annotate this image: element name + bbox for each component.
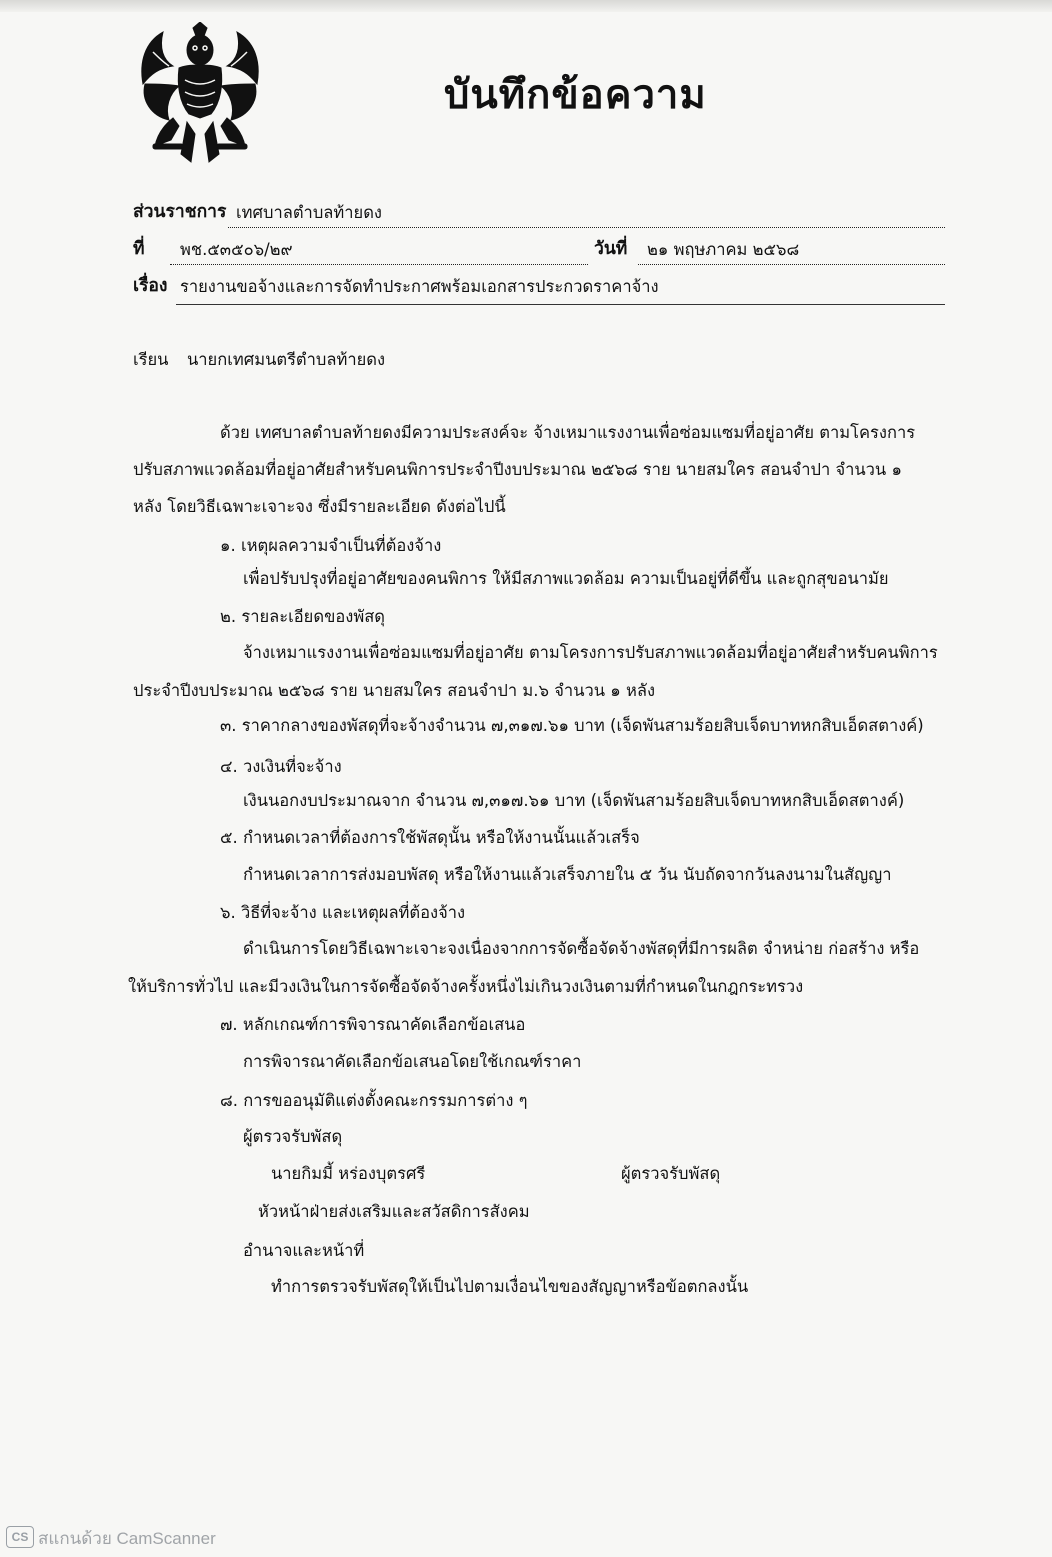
- ref-value: พช.๕๓๕๐๖/๒๙: [180, 240, 293, 259]
- camscanner-logo-icon: CS: [6, 1526, 34, 1548]
- subject-value: รายงานขอจ้างและการจัดทำประกาศพร้อมเอกสารประกวดราคาจ้าง: [180, 277, 659, 296]
- committee-member-name: นายกิมมี้ หร่องบุตรศรี: [271, 1164, 426, 1183]
- ref-label: ที่: [133, 239, 145, 259]
- memo-title: บันทึกข้อความ: [444, 72, 707, 118]
- committee-member-position: หัวหน้าฝ่ายส่งเสริมและสวัสดิการสังคม: [258, 1202, 530, 1221]
- salutation-label: เรียน: [133, 350, 169, 369]
- item-2-line: จ้างเหมาแรงงานเพื่อซ่อมแซมที่อยู่อาศัย ตามโครงการปรับสภาพแวดล้อมที่อยู่อาศัยสำหรับคนพิการ: [243, 643, 938, 662]
- item-7-text: การพิจารณาคัดเลือกข้อเสนอโดยใช้เกณฑ์ราคา: [243, 1052, 582, 1071]
- item-6-heading: ๖. วิธีที่จะจ้าง และเหตุผลที่ต้องจ้าง: [220, 903, 466, 922]
- salutation-value: นายกเทศมนตรีตำบลท้ายดง: [187, 350, 386, 369]
- camscanner-watermark: สแกนด้วย CamScanner: [38, 1529, 216, 1548]
- date-label: วันที่: [594, 239, 628, 259]
- scan-edge: [0, 0, 1052, 12]
- item-6-line: ดำเนินการโดยวิธีเฉพาะเจาะจงเนื่องจากการจัดซื้อจัดจ้างพัสดุที่มีการผลิต จำหน่าย ก่อสร้าง หรือ: [243, 939, 920, 958]
- authority-heading: อำนาจและหน้าที่: [243, 1241, 365, 1260]
- item-1-text: เพื่อปรับปรุงที่อยู่อาศัยของคนพิการ ให้มีสภาพแวดล้อม ความเป็นอยู่ที่ดีขึ้น และถูกสุขอนามัย: [243, 569, 889, 588]
- intro-line: ด้วย เทศบาลตำบลท้ายดงมีความประสงค์จะ จ้างเหมาแรงงานเพื่อซ่อมแซมที่อยู่อาศัย ตามโครงการ: [220, 423, 916, 442]
- item-1-heading: ๑. เหตุผลความจำเป็นที่ต้องจ้าง: [220, 536, 442, 555]
- agency-value: เทศบาลตำบลท้ายดง: [236, 203, 382, 222]
- date-underline: [638, 264, 945, 265]
- authority-text: ทำการตรวจรับพัสดุให้เป็นไปตามเงื่อนไขของสัญญาหรือข้อตกลงนั้น: [271, 1277, 749, 1296]
- item-8-heading: ๘. การขออนุมัติแต่งตั้งคณะกรรมการต่าง ๆ: [220, 1091, 528, 1110]
- date-value: ๒๑ พฤษภาคม ๒๕๖๘: [647, 240, 800, 259]
- committee-heading: ผู้ตรวจรับพัสดุ: [243, 1127, 343, 1146]
- subject-label: เรื่อง: [133, 276, 168, 296]
- garuda-emblem-icon: [133, 22, 267, 164]
- intro-line: หลัง โดยวิธีเฉพาะเจาะจง ซึ่งมีรายละเอียด ดังต่อไปนี้: [133, 497, 506, 516]
- item-2-heading: ๒. รายละเอียดของพัสดุ: [220, 607, 385, 626]
- subject-underline: [176, 304, 945, 305]
- item-3-heading: ๓. ราคากลางของพัสดุที่จะจ้างจำนวน ๗,๓๑๗.๖๑ บาท (เจ็ดพันสามร้อยสิบเจ็ดบาทหกสิบเอ็ดสตางค์): [220, 716, 924, 735]
- agency-label: ส่วนราชการ: [133, 202, 227, 222]
- ref-underline: [170, 264, 588, 265]
- item-4-text: เงินนอกงบประมาณจาก จำนวน ๗,๓๑๗.๖๑ บาท (เจ็ดพันสามร้อยสิบเจ็ดบาทหกสิบเอ็ดสตางค์): [243, 791, 905, 810]
- committee-member-role: ผู้ตรวจรับพัสดุ: [621, 1164, 721, 1183]
- item-5-heading: ๕. กำหนดเวลาที่ต้องการใช้พัสดุนั้น หรือให้งานนั้นแล้วเสร็จ: [220, 828, 640, 847]
- agency-underline: [228, 227, 945, 228]
- item-7-heading: ๗. หลักเกณฑ์การพิจารณาคัดเลือกข้อเสนอ: [220, 1015, 526, 1034]
- item-4-heading: ๔. วงเงินที่จะจ้าง: [220, 757, 342, 776]
- item-5-text: กำหนดเวลาการส่งมอบพัสดุ หรือให้งานแล้วเสร็จภายใน ๕ วัน นับถัดจากวันลงนามในสัญญา: [243, 865, 892, 884]
- intro-line: ปรับสภาพแวดล้อมที่อยู่อาศัยสำหรับคนพิการประจำปีงบประมาณ ๒๕๖๘ ราย นายสมใคร สอนจำปา จำนวน ๑: [133, 460, 902, 479]
- item-2-line: ประจำปีงบประมาณ ๒๕๖๘ ราย นายสมใคร สอนจำปา ม.๖ จำนวน ๑ หลัง: [133, 681, 656, 700]
- item-6-line: ให้บริการทั่วไป และมีวงเงินในการจัดซื้อจัดจ้างครั้งหนึ่งไม่เกินวงเงินตามที่กำหนดในกฎกระทรวง: [128, 977, 804, 996]
